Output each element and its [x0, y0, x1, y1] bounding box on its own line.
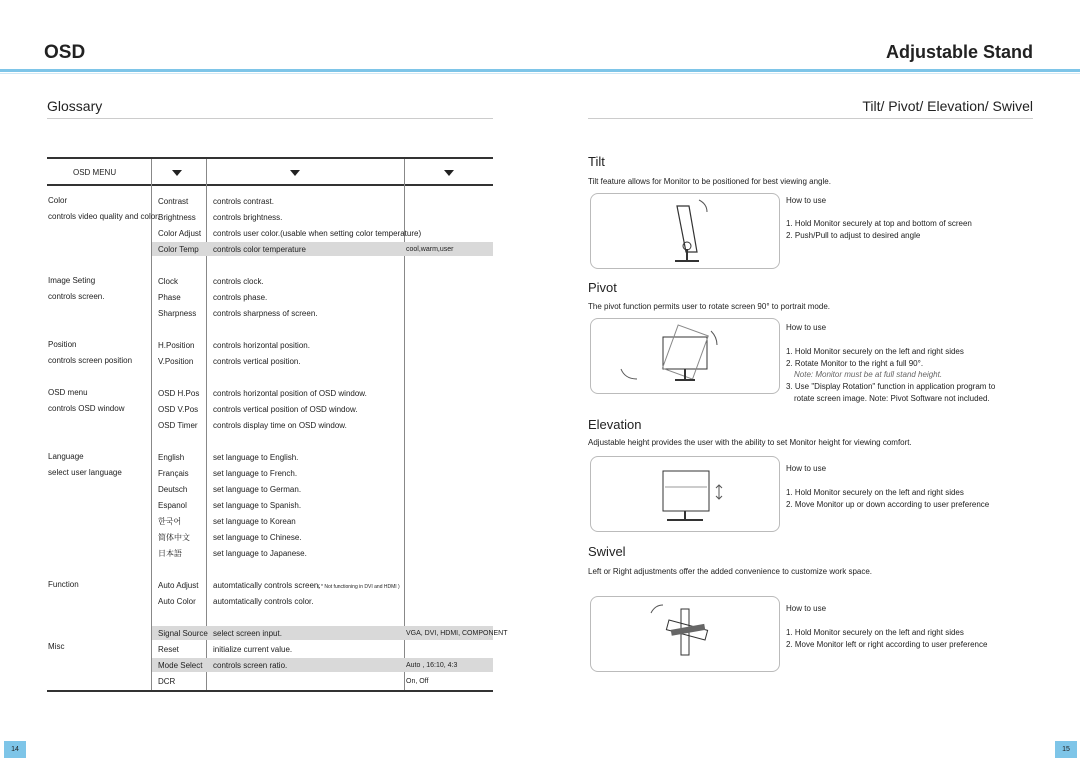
table-group-name: Misc	[48, 642, 65, 651]
stand-features-heading: Tilt/ Pivot/ Elevation/ Swivel	[862, 98, 1033, 114]
table-item-name: English	[158, 453, 185, 462]
table-item-name: Français	[158, 469, 189, 478]
swivel-title: Swivel	[588, 544, 626, 559]
table-item-description: set language to Spanish.	[213, 501, 302, 510]
table-item-description: controls display time on OSD window.	[213, 421, 347, 430]
pivot-step-2: 2. Rotate Monitor to the right a full 90°.	[786, 359, 924, 368]
elevation-step-1: 1. Hold Monitor securely on the left and right sides	[786, 488, 964, 497]
swivel-step-1: 1. Hold Monitor securely on the left and right sides	[786, 628, 964, 637]
table-item-name: 한국어	[158, 517, 182, 526]
table-item-name: OSD Timer	[158, 421, 198, 430]
elevation-step-2: 2. Move Monitor up or down according to user preference	[786, 500, 990, 509]
table-item-name: 日本語	[158, 549, 182, 558]
table-item-name: 简体中文	[158, 533, 190, 542]
table-item-description: controls user color.(usable when setting color temperature)	[213, 229, 422, 238]
table-group-name: Image Seting	[48, 276, 96, 285]
table-item-description: controls contrast.	[213, 197, 274, 206]
table-item-name: Brightness	[158, 213, 196, 222]
table-item-name: Mode Select	[158, 661, 203, 670]
subheader-divider-right	[588, 118, 1033, 119]
table-item-name: V.Position	[158, 357, 194, 366]
table-bottom-rule	[47, 690, 493, 692]
table-header-rule	[47, 184, 493, 186]
table-item-values: VGA, DVI, HDMI, COMPONENT	[406, 630, 508, 637]
pivot-how-to-use: How to use	[786, 323, 827, 332]
pivot-description: The pivot function permits user to rotate screen 90° to portrait mode.	[588, 302, 830, 311]
tilt-how-to-use: How to use	[786, 196, 827, 205]
triangle-down-icon	[444, 170, 454, 176]
table-item-description: set language to French.	[213, 469, 298, 478]
glossary-heading: Glossary	[47, 98, 103, 114]
pivot-illustration	[590, 318, 780, 394]
swivel-diagram-icon	[591, 597, 779, 671]
table-group-name: OSD menu	[48, 388, 88, 397]
table-item-description: automtatically controls screen.	[213, 581, 321, 590]
table-item-values: On, Off	[406, 678, 429, 685]
header-divider	[0, 69, 1080, 72]
table-item-name: Reset	[158, 645, 179, 654]
table-item-name: Auto Adjust	[158, 581, 199, 590]
table-item-name: Phase	[158, 293, 181, 302]
table-item-description: set language to Korean	[213, 517, 296, 526]
table-item-name: Color Temp	[158, 245, 199, 254]
table-group-description: controls screen.	[48, 292, 105, 301]
table-top-rule	[47, 157, 493, 159]
elevation-title: Elevation	[588, 417, 642, 432]
swivel-illustration	[590, 596, 780, 672]
table-item-values: cool,warm,user	[406, 246, 454, 253]
table-item-values: Auto , 16:10, 4:3	[406, 662, 458, 669]
table-item-description: controls horizontal position of OSD window.	[213, 389, 367, 398]
column-divider	[151, 159, 152, 690]
pivot-note: Note: Monitor must be at full stand height.	[794, 370, 943, 379]
table-item-description: controls color temperature	[213, 245, 306, 254]
elevation-diagram-icon	[591, 457, 779, 531]
table-item-description: controls vertical position of OSD window.	[213, 405, 358, 414]
table-item-name: Espanol	[158, 501, 187, 510]
table-item-description: controls horizontal position.	[213, 341, 310, 350]
swivel-step-2: 2. Move Monitor left or right according to user preference	[786, 640, 988, 649]
table-item-description: select screen input.	[213, 629, 282, 638]
table-group-description: controls screen position	[48, 356, 133, 365]
table-item-name: Contrast	[158, 197, 189, 206]
table-item-description: set language to English.	[213, 453, 299, 462]
table-group-description: controls OSD window	[48, 404, 125, 413]
table-item-name: DCR	[158, 677, 176, 686]
table-item-name: Color Adjust	[158, 229, 202, 238]
table-item-description: initialize current value.	[213, 645, 293, 654]
table-item-description: controls phase.	[213, 293, 268, 302]
triangle-down-icon	[172, 170, 182, 176]
pivot-step-1: 1. Hold Monitor securely on the left and right sides	[786, 347, 964, 356]
tilt-title: Tilt	[588, 154, 605, 169]
tilt-step-2: 2. Push/Pull to adjust to desired angle	[786, 231, 921, 240]
page-number-right: 15	[1055, 741, 1077, 758]
table-item-description: set language to German.	[213, 485, 302, 494]
elevation-how-to-use: How to use	[786, 464, 827, 473]
table-group-description: controls video quality and color.	[48, 212, 160, 221]
auto-adjust-note: ( * Not functioning in DVI and HDMI )	[318, 584, 400, 590]
table-item-name: Clock	[158, 277, 179, 286]
column-divider	[206, 159, 207, 690]
table-group-name: Language	[48, 452, 84, 461]
triangle-down-icon	[290, 170, 300, 176]
table-group-name: Color	[48, 196, 68, 205]
table-item-description: set language to Japanese.	[213, 549, 307, 558]
pivot-diagram-icon	[591, 319, 779, 393]
osd-title: OSD	[44, 42, 86, 63]
table-group-description: select user language	[48, 468, 122, 477]
header-divider-light	[0, 73, 1080, 74]
table-item-name: OSD H.Pos	[158, 389, 200, 398]
table-item-description: controls clock.	[213, 277, 264, 286]
table-item-description: controls vertical position.	[213, 357, 301, 366]
table-item-description: controls sharpness of screen.	[213, 309, 318, 318]
table-item-name: Sharpness	[158, 309, 197, 318]
table-item-name: OSD V.Pos	[158, 405, 199, 414]
subheader-divider-left	[47, 118, 493, 119]
tilt-diagram-icon	[591, 194, 779, 268]
swivel-description: Left or Right adjustments offer the added convenience to customize work space.	[588, 567, 873, 576]
table-item-name: Signal Source	[158, 629, 208, 638]
page-number-left: 14	[4, 741, 26, 758]
pivot-step-3: 3. Use "Display Rotation" function in application program to	[786, 382, 996, 391]
tilt-step-1: 1. Hold Monitor securely at top and bottom of screen	[786, 219, 972, 228]
swivel-how-to-use: How to use	[786, 604, 827, 613]
tilt-description: Tilt feature allows for Monitor to be positioned for best viewing angle.	[588, 177, 831, 186]
pivot-title: Pivot	[588, 280, 617, 295]
table-group-name: Function	[48, 580, 79, 589]
table-item-name: Deutsch	[158, 485, 188, 494]
osd-menu-header: OSD MENU	[73, 168, 117, 177]
adjustable-stand-title: Adjustable Stand	[885, 42, 1033, 62]
elevation-description: Adjustable height provides the user with the ability to set Monitor height for viewing comfort.	[588, 438, 912, 447]
pivot-step-3-cont: rotate screen image. Note: Pivot Software not included.	[794, 394, 990, 403]
table-item-description: automtatically controls color.	[213, 597, 314, 606]
table-item-name: H.Position	[158, 341, 195, 350]
table-item-description: controls brightness.	[213, 213, 283, 222]
tilt-illustration	[590, 193, 780, 269]
table-group-name: Position	[48, 340, 77, 349]
table-item-name: Auto Color	[158, 597, 196, 606]
table-item-description: controls screen ratio.	[213, 661, 288, 670]
table-item-description: set language to Chinese.	[213, 533, 302, 542]
elevation-illustration	[590, 456, 780, 532]
